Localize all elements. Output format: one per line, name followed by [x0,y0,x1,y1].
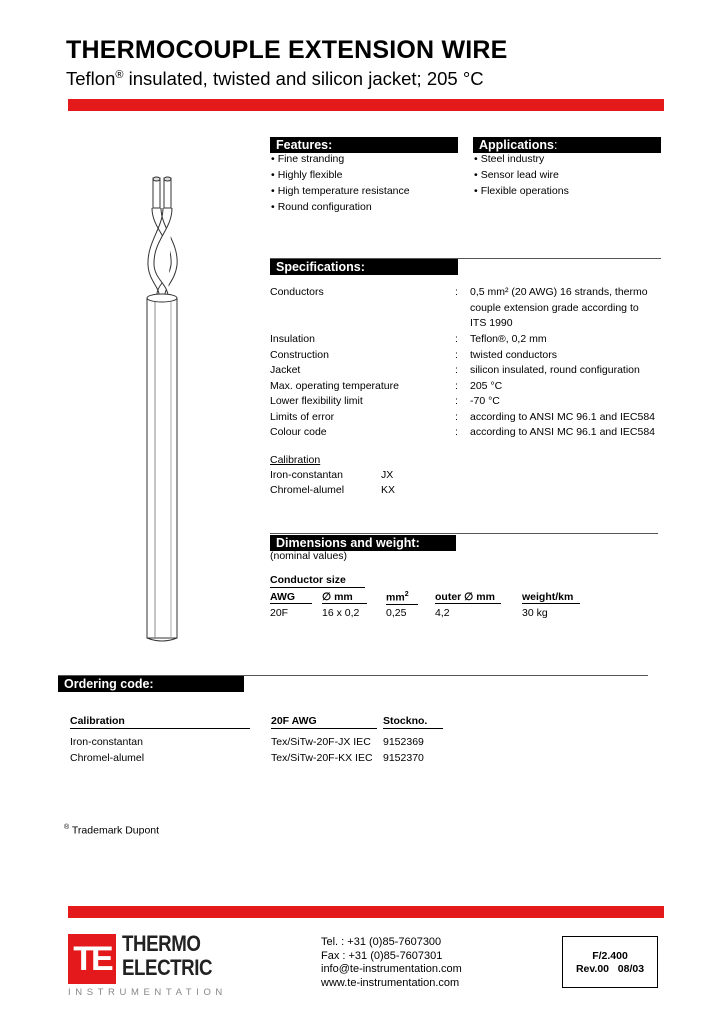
ordering-calibration: Iron-constantan [70,736,143,748]
contact-tel: Tel. : +31 (0)85-7607300 [321,936,442,948]
logo-text [122,932,212,980]
conductor-size-label: Conductor size [270,574,365,588]
conductor-end-2 [164,178,171,208]
list-item: • Steel industry [474,151,569,167]
ordering-col-stock: Stockno. [383,715,443,729]
cable-jacket [147,298,177,638]
col-mm2 [386,591,418,605]
ordering-stock: 9152369 [383,736,424,748]
dim-outer-value: 4,2 [435,607,450,619]
col-weight: weight/km [522,591,580,604]
dimensions-note: (nominal values) [270,550,348,562]
contact-email[interactable]: info@te-instrumentation.com [321,963,462,975]
divider [270,533,658,534]
ordering-code: Tex/SiTw-20F-JX IEC [271,736,371,748]
mm2-text: mm [386,591,405,604]
calibration-name: Chromel-alumel [270,484,345,496]
ordering-stock: 9152370 [383,752,424,764]
logo-line-electric: ELECTRIC [122,955,213,980]
specifications-header: Specifications: [270,259,458,275]
dim-awg-value: 20F [270,607,289,619]
spec-colon: : [455,426,458,438]
list-item: • Fine stranding [271,151,410,167]
dimensions-header: Dimensions and weight: [270,535,456,551]
spec-label: Lower flexibility limit [270,395,363,407]
spec-value: silicon insulated, round configuration [470,364,640,376]
spec-value: twisted conductors [470,348,557,361]
spec-colon: : [455,286,458,298]
spec-value: 0,5 mm² (20 AWG) 16 strands, thermo couple extension grade according to ITS 1990 [470,286,648,329]
col-diameter: ∅ mm [322,591,367,604]
calibration-heading: Calibration [270,454,321,466]
spec-value: Teflon®, 0,2 mm [470,333,547,345]
calibration-code: JX [381,469,394,481]
spec-label: Jacket [270,364,301,376]
document-number: F/2.400 [592,950,628,962]
contact-fax: Fax : +31 (0)85-7607301 [321,949,443,962]
logo-instrumentation: INSTRUMENTATION [68,987,227,998]
spec-value: 205 °C [470,379,503,392]
features-list [271,151,410,215]
mm2-sup: 2 [404,591,409,598]
applications-list [474,151,569,199]
logo-letters: TE [73,940,111,978]
document-number-box [562,936,658,988]
spec-value: according to ANSI MC 96.1 and IEC584 [470,410,656,423]
trademark-text: Trademark Dupont [71,824,160,837]
spec-label: Insulation [270,333,315,345]
applications-heading-text: Applications [479,138,555,152]
contact-block [321,936,462,990]
subtitle-teflon: Teflon [66,68,116,89]
applications-heading-colon: : [554,138,558,152]
spec-colon: : [455,333,458,345]
col-outer-diameter: outer ∅ mm [435,591,501,604]
top-red-bar [68,99,664,111]
list-item: • Flexible operations [474,183,569,199]
logo-line-thermo: THERMO [122,931,201,956]
registered-mark: ® [115,68,124,81]
spec-label: Max. operating temperature [270,379,399,392]
spec-value: -70 °C [470,395,500,407]
spec-label: Construction [270,348,329,361]
spec-label: Limits of error [270,410,335,423]
trademark-symbol: ® [64,824,70,831]
contact-website[interactable]: www.te-instrumentation.com [321,976,460,989]
dim-weight-value: 30 kg [522,607,548,619]
features-header: Features: [270,137,458,153]
conductor-end-1 [153,178,160,208]
ordering-calibration: Chromel-alumel [70,752,145,764]
calibration-code: KX [381,484,396,496]
spec-label: Conductors [270,286,324,298]
col-awg: AWG [270,591,312,604]
page-title: THERMOCOUPLE EXTENSION WIRE [66,36,508,64]
dim-mm2-value: 0,25 [386,607,407,619]
spec-label: Colour code [270,426,327,438]
list-item: • High temperature resistance [271,183,410,199]
ordering-code: Tex/SiTw-20F-KX IEC [271,752,373,764]
te-logo-icon [68,934,116,984]
calibration-name: Iron-constantan [270,469,343,481]
spec-colon: : [455,364,458,376]
bottom-red-bar [68,906,664,918]
page-subtitle [66,68,484,90]
spec-colon: : [455,410,458,423]
list-item: • Sensor lead wire [474,167,569,183]
subtitle-rest: insulated, twisted and silicon jacket; 205 °C [123,68,484,89]
ordering-col-awg: 20F AWG [271,715,377,729]
spec-colon: : [455,395,458,407]
spec-colon: : [455,348,458,361]
trademark-note [64,820,159,839]
spec-row-conductors [270,285,670,333]
list-item: • Round configuration [271,199,410,215]
cable-illustration [135,170,195,645]
spec-colon: : [455,379,458,392]
ordering-header: Ordering code: [58,676,244,692]
spec-value: according to ANSI MC 96.1 and IEC584 [470,426,656,438]
dim-diam-value: 16 x 0,2 [322,607,360,619]
ordering-col-calibration: Calibration [70,715,250,729]
document-revision: Rev.00 08/03 [575,963,645,975]
list-item: • Highly flexible [271,167,410,183]
